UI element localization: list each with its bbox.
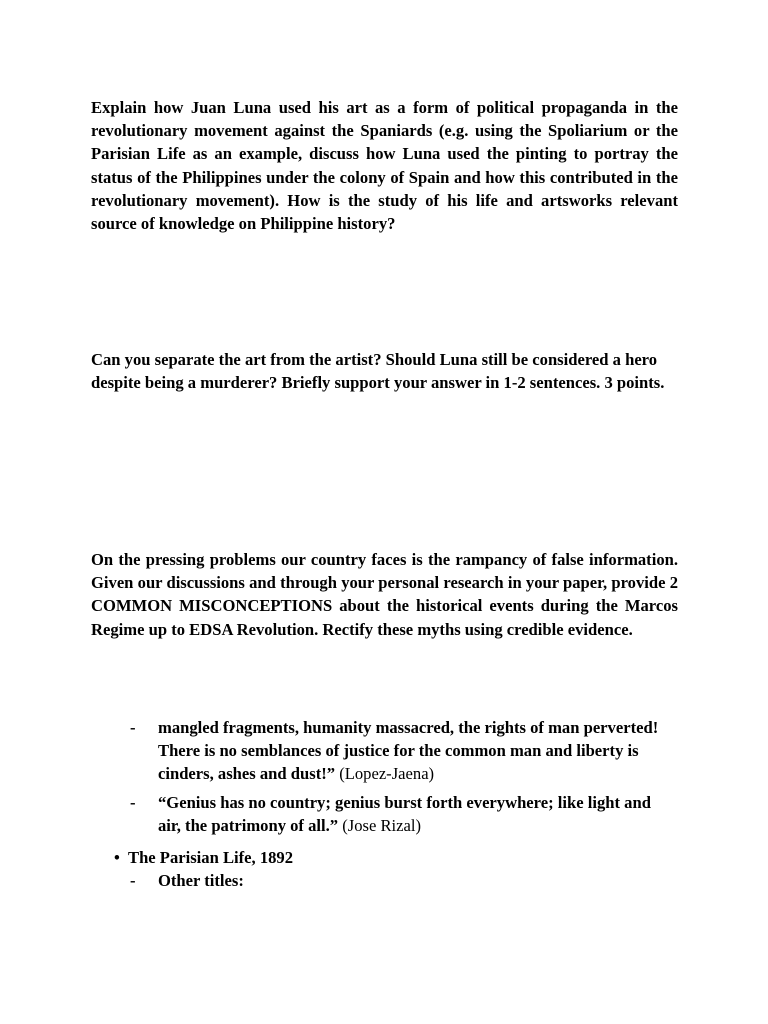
question-1: Explain how Juan Luna used his art as a form of political propaganda in the revolutionary movement against the Spaniards (e.g. using the Spoliarium or the Parisian Life as an example, discuss how Luna used the pinting to portray the status of the Philippines under the colony of Spain and how this contributed in the revolutionary movement). How is the study of his life and artsworks relevant source of knowledge on Philippine history? — [91, 98, 678, 234]
bullet-marker: • — [114, 848, 120, 867]
quote-attribution: (Jose Rizal) — [338, 816, 422, 836]
dash-marker: - — [130, 793, 136, 812]
quote-text: mangled fragments, humanity massacred, the rights of man perverted! There is no semblances of justice for the common man and liberty is cinders, ashes and dust!” — [158, 718, 659, 784]
dash-marker: - — [130, 718, 136, 737]
dash-marker: - — [130, 871, 136, 890]
question-3: On the pressing problems our country faces is the rampancy of false information. Given our discussions and through your personal research in your paper, provide 2 COMMON MISCONCEPTIONS about the historical events during the Marcos Regime up to EDSA Revolution. Rectify these myths using credible evidence. — [91, 550, 678, 639]
quote-text: “Genius has no country; genius burst forth everywhere; like light and air, the patrimony of all.” — [158, 793, 651, 836]
question-2: Can you separate the art from the artist? Should Luna still be considered a hero despite being a murderer? Briefly support your answer in 1-2 sentences. 3 points. — [91, 350, 665, 393]
artwork-title: The Parisian Life, 1892 — [128, 848, 294, 867]
other-titles-label: Other titles: — [158, 871, 244, 890]
quote-attribution: (Lopez-Jaena) — [335, 764, 435, 784]
